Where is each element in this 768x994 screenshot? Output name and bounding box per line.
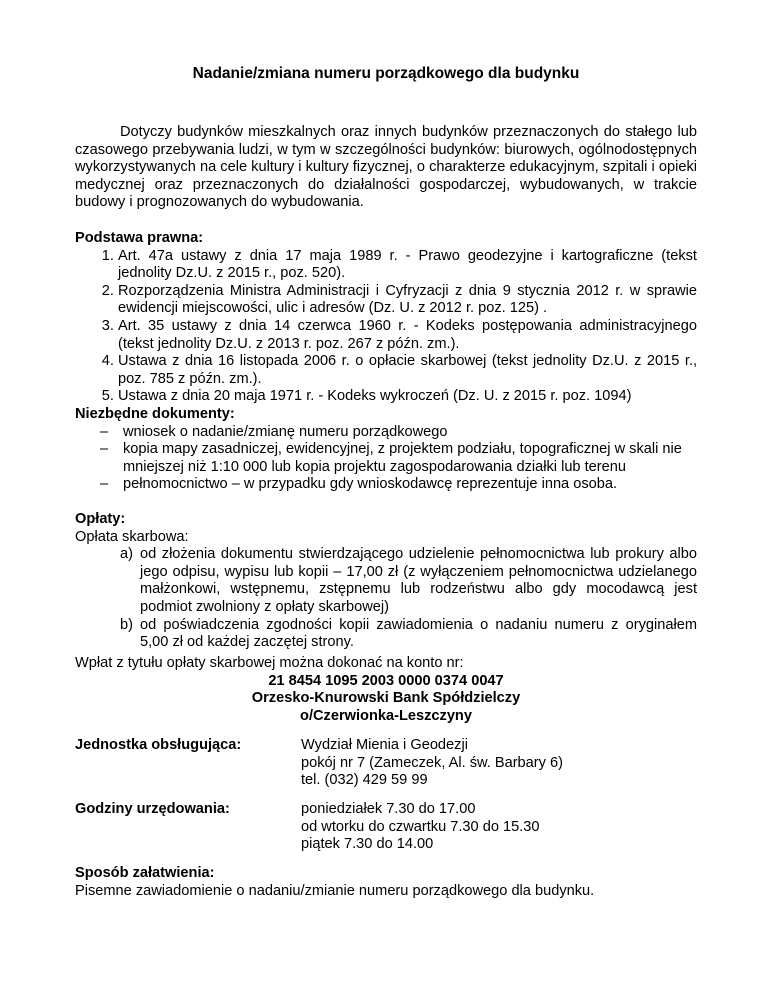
list-item: – pełnomocnictwo – w przypadku gdy wnioskodawcę reprezentuje inna osoba. xyxy=(100,476,697,494)
list-item xyxy=(120,546,697,616)
payment-intro: Wpłat z tytułu opłaty skarbowej można dokonać na konto nr: xyxy=(75,655,464,671)
hours-label: Godziny urzędowania: xyxy=(75,801,230,817)
unit-line: pokój nr 7 (Zameczek, Al. św. Barbary 6) xyxy=(301,754,563,771)
hours-line: od wtorku do czwartku 7.30 do 15.30 xyxy=(301,818,540,835)
account-number: 21 8454 1095 2003 0000 0374 0047 xyxy=(268,672,504,689)
hours-line: poniedziałek 7.30 do 17.00 xyxy=(301,801,476,817)
list-item: 4. Ustawa z dnia 16 listopada 2006 r. o opłacie skarbowej (tekst jednolity Dz.U. z 2015 r., poz. 785 z późn. zm.). xyxy=(118,353,697,388)
fee-text: od złożenia dokumentu stwierdzającego udzielenie pełnomocnictwa lub prokury albo jego odpisu, wypisu lub kopii – 17,00 zł (z wyłączeniem pełnomocnictwa udzielanego małżonkowi, wstępnemu, zstępnemu lub rodzeństwu albo gdy mocodawcą jest podmiot zwolniony z opłaty skarbowej) xyxy=(140,546,697,615)
list-item: 5. Ustawa z dnia 20 maja 1971 r. - Kodeks wykroczeń (Dz. U. z 2015 r. poz. 1094) xyxy=(118,388,697,406)
unit-details xyxy=(301,737,697,790)
resolution-section xyxy=(75,865,697,900)
fees-list xyxy=(75,546,697,652)
legal-basis-section xyxy=(75,230,697,406)
bank-branch: o/Czerwionka-Leszczyny xyxy=(300,707,472,724)
fees-section xyxy=(75,511,697,652)
unit-line: tel. (032) 429 59 99 xyxy=(301,772,428,789)
documents-heading: Niezbędne dokumenty: xyxy=(75,406,235,422)
list-item: 3. Art. 35 ustawy z dnia 14 czerwca 1960 r. - Kodeks postępowania administracyjnego (tekst jednolity Dz.U. z 2013 r. poz. 267 z późn. zm.). xyxy=(118,318,697,353)
list-item: 1. Art. 47a ustawy z dnia 17 maja 1989 r. - Prawo geodezyjne i kartograficzne (tekst jednolity Dz.U. z 2015 r., poz. 520). xyxy=(118,248,697,283)
unit-line: Wydział Mienia i Geodezji xyxy=(301,737,468,753)
fee-text: od poświadczenia zgodności kopii zawiadomienia o nadaniu numeru z oryginałem 5,00 zł od każdej zaczętej strony. xyxy=(140,616,697,651)
legal-basis-heading: Podstawa prawna: xyxy=(75,230,204,246)
fees-heading: Opłaty: xyxy=(75,511,126,527)
unit-label: Jednostka obsługująca: xyxy=(75,737,242,753)
legal-basis-list xyxy=(75,248,697,406)
list-item xyxy=(120,617,697,652)
list-item: – wniosek o nadanie/zmianę numeru porządkowego xyxy=(100,424,697,442)
documents-list xyxy=(75,424,697,494)
payment-section xyxy=(75,655,697,725)
fees-subheading: Opłata skarbowa: xyxy=(75,528,189,545)
documents-section xyxy=(75,406,697,494)
list-marker: b) xyxy=(120,616,133,633)
page-title: Nadanie/zmiana numeru porządkowego dla budynku xyxy=(192,65,580,82)
intro-paragraph: Dotyczy budynków mieszkalnych oraz innych budynków przeznaczonych do stałego lub czasowego przebywania ludzi, w tym w szczególności budynków: biurowych, ogólnodostępnych wykorzystywanych na cele kultury i kultury fizycznej, o charakterze edukacyjnym, szpitali i opieki medycznej oraz przeznaczonych do działalności gospodarczej, wybudowanych, w trakcie budowy i prognozowanych do wybudowania. xyxy=(75,124,697,211)
resolution-heading: Sposób załatwienia: xyxy=(75,865,215,881)
list-item: 2. Rozporządzenia Ministra Administracji i Cyfryzacji z dnia 9 stycznia 2012 r. w sprawie ewidencji miejscowości, ulic i adresów (Dz. U. z 2012 r. poz. 125) . xyxy=(118,283,697,318)
hours-line: piątek 7.30 do 14.00 xyxy=(301,836,434,853)
hours-details xyxy=(301,801,697,854)
bank-name: Orzesko-Knurowski Bank Spółdzielczy xyxy=(251,690,521,707)
list-item: – kopia mapy zasadniczej, ewidencyjnej, z projektem podziału, topograficznej w skali nie mniejszej niż 1:10 000 lub kopia projektu zagospodarowania działki lub terenu xyxy=(100,441,697,476)
list-marker: a) xyxy=(120,546,133,563)
resolution-text: Pisemne zawiadomienie o nadaniu/zmianie numeru porządkowego dla budynku. xyxy=(75,882,595,899)
